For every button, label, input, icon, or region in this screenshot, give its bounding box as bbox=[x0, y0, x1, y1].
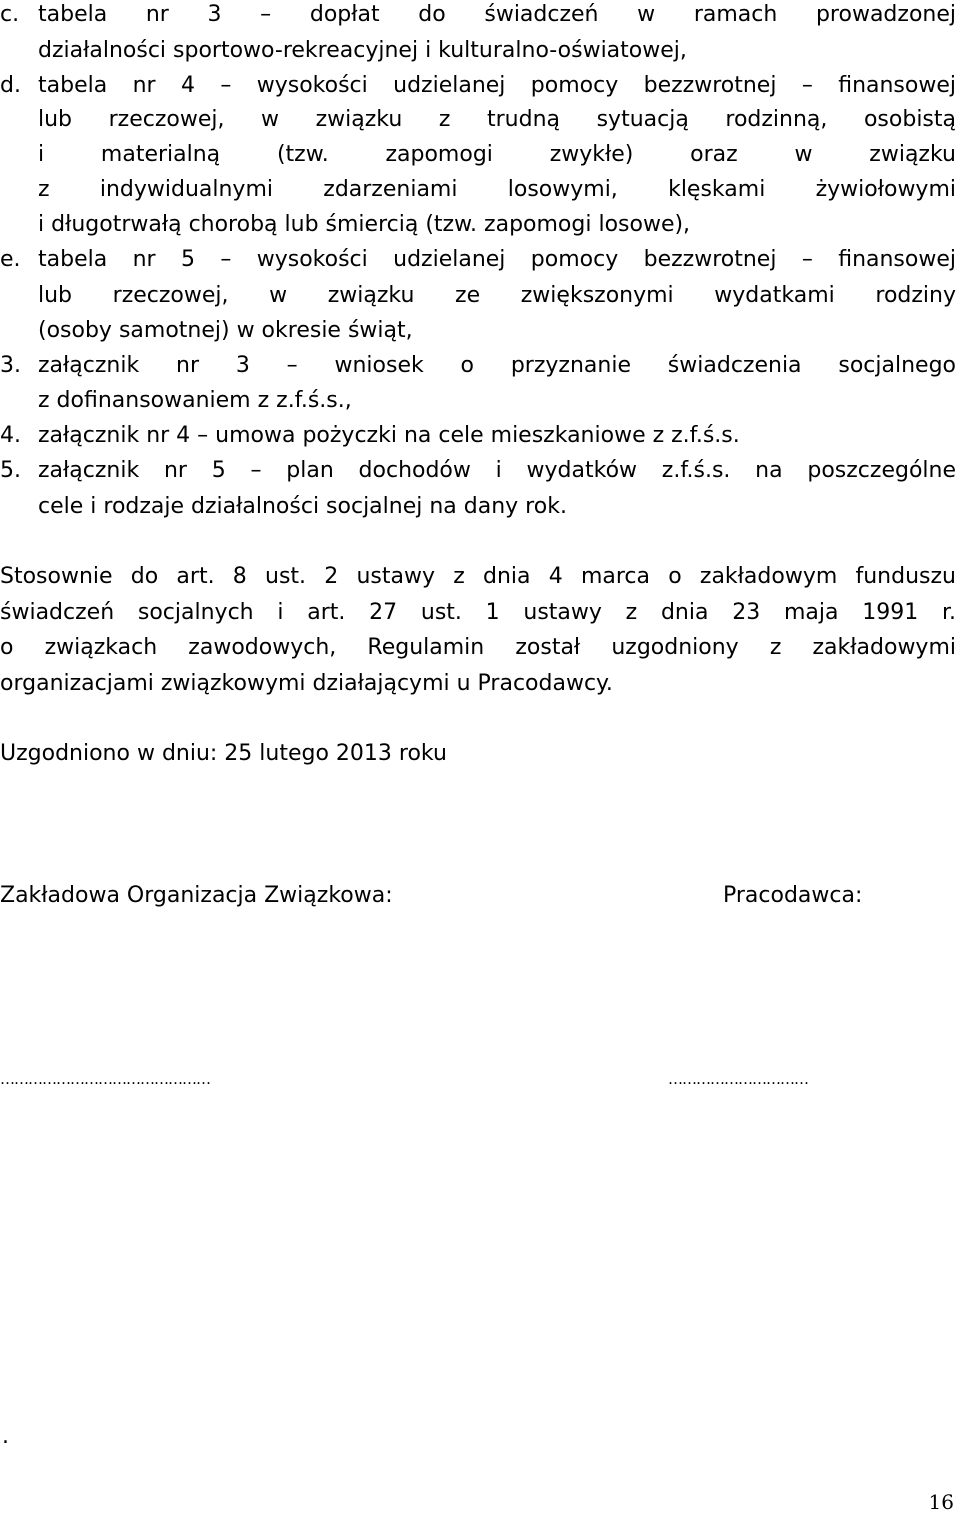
item-d-line-3: i materialną (tzw. zapomogi zwykłe) oraz w związku bbox=[38, 142, 956, 167]
list-marker-4: 4. bbox=[0, 423, 21, 448]
item-e-line-1: tabela nr 5 – wysokości udzielanej pomocy bezzwrotnej – finansowej bbox=[38, 247, 956, 272]
item-5-line-1: załącznik nr 5 – plan dochodów i wydatków z.f.ś.s. na poszczególne bbox=[38, 458, 956, 483]
list-marker-3: 3. bbox=[0, 353, 21, 378]
trailing-dot: . bbox=[2, 1424, 9, 1449]
signature-label-employer: Pracodawca: bbox=[723, 883, 863, 908]
list-marker-e: e. bbox=[0, 247, 21, 272]
item-d-line-4: z indywidualnymi zdarzeniami losowymi, klęskami żywiołowymi bbox=[38, 177, 956, 202]
item-e-line-3: (osoby samotnej) w okresie świąt, bbox=[38, 318, 413, 343]
paragraph-line-1: Stosownie do art. 8 ust. 2 ustawy z dnia 4 marca o zakładowym funduszu bbox=[0, 564, 956, 589]
paragraph-line-3: o związkach zawodowych, Regulamin został uzgodniony z zakładowymi bbox=[0, 635, 956, 660]
item-d-line-1: tabela nr 4 – wysokości udzielanej pomocy bezzwrotnej – finansowej bbox=[38, 73, 956, 98]
paragraph-line-4: organizacjami związkowymi działającymi u Pracodawcy. bbox=[0, 671, 613, 696]
signature-line-union: ……………………………………… bbox=[0, 1070, 210, 1088]
item-d-line-2: lub rzeczowej, w związku z trudną sytuacją rodzinną, osobistą bbox=[38, 107, 956, 132]
list-marker-c: c. bbox=[0, 2, 20, 27]
item-3-line-1: załącznik nr 3 – wniosek o przyznanie świadczenia socjalnego bbox=[38, 353, 956, 378]
signature-line-employer: ………………………… bbox=[668, 1070, 808, 1088]
list-marker-5: 5. bbox=[0, 458, 21, 483]
item-5-line-2: cele i rodzaje działalności socjalnej na dany rok. bbox=[38, 494, 567, 519]
item-d-line-5: i długotrwałą chorobą lub śmiercią (tzw. zapomogi losowe), bbox=[38, 212, 691, 237]
paragraph-line-2: świadczeń socjalnych i art. 27 ust. 1 ustawy z dnia 23 maja 1991 r. bbox=[0, 600, 956, 625]
item-c-line-1: tabela nr 3 – dopłat do świadczeń w ramach prowadzonej bbox=[38, 2, 956, 27]
agreement-date: Uzgodniono w dniu: 25 lutego 2013 roku bbox=[0, 741, 447, 766]
item-4-line-1: załącznik nr 4 – umowa pożyczki na cele mieszkaniowe z z.f.ś.s. bbox=[38, 423, 740, 448]
page-number: 16 bbox=[928, 1490, 954, 1514]
signature-label-union: Zakładowa Organizacja Związkowa: bbox=[0, 883, 393, 908]
item-c-line-2: działalności sportowo-rekreacyjnej i kulturalno-oświatowej, bbox=[38, 38, 687, 63]
list-marker-d: d. bbox=[0, 73, 21, 98]
item-e-line-2: lub rzeczowej, w związku ze zwiększonymi wydatkami rodziny bbox=[38, 283, 956, 308]
item-3-line-2: z dofinansowaniem z z.f.ś.s., bbox=[38, 388, 352, 413]
